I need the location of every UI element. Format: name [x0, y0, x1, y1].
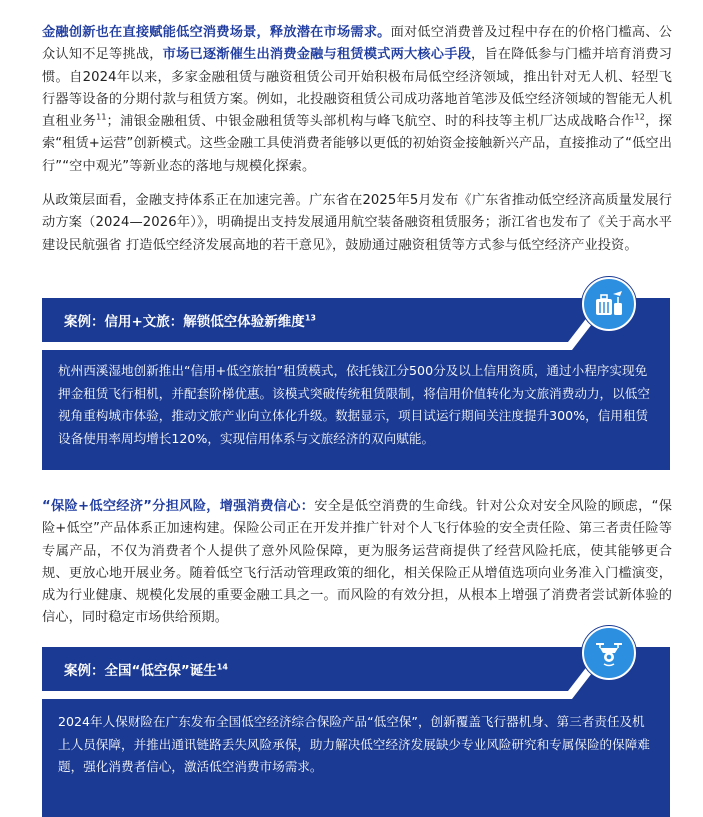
case-body: 2024年人保财险在广东发布全国低空经济综合保险产品“低空保”，创新覆盖飞行器机身、第三者责任及机上人员保障，并推出通讯链路丢失风险承保，助力解决低空经济发展缺少专业风险研究和专属保险的保障难题，强化消费者信心，激活低空消费市场需求。: [58, 714, 650, 775]
case-body: 杭州西溪湿地创新推出“信用+低空旅拍”租赁模式，依托钱江分500分及以上信用资质，通过小程序实现免押金租赁飞行相机，并配套阶梯优惠。该模式突破传统租赁限制，将信用价值转化为文旅消费动力，以低空视角重构城市体验，推动文旅产业向立体化升级。数据显示，项目试运行期间关注度提升300%，信用租赁设备使用率周均增长120%，实现信用体系与文旅经济的双向赋能。: [58, 363, 650, 446]
drone-icon-graphic: [593, 637, 625, 669]
luggage-travel-icon: [582, 277, 636, 331]
case-box-low-altitude-insurance: [42, 647, 670, 817]
highlight-text: 金融创新也在直接赋能低空消费场景，释放潜在市场需求。: [42, 25, 391, 40]
drone-icon: [582, 626, 636, 680]
body-text: ，探索“租赁+运营”创新模式。这些金融工具使消费者能够以更低的初始资金接触新兴产品，直接推动了“低空出行”“空中观光”等新业态的落地与规模化探索。: [42, 114, 672, 174]
paragraph-insurance: [42, 496, 672, 630]
footnote-ref[interactable]: 14: [216, 662, 228, 672]
body-text: 从政策层面看，金融支持体系正在加速完善。广东省在2025年5月发布《广东省推动低空经济高质量发展行动方案（2024—2026年）》，明确提出支持发展通用航空装备融资租赁服务；浙江省也发布了《关于高水平建设民航强省 打造低空经济发展高地的若干意见》，鼓励通过融资租赁等方式参与低空经济产业投资。: [42, 193, 672, 253]
case-box-credit-tourism: [42, 298, 670, 470]
footnote-ref[interactable]: 13: [304, 313, 316, 323]
body-text: 面对低空消费普及过程中存在的价格门槛高、公众认知不足等挑战，: [42, 25, 672, 63]
case-title: 案例：信用+文旅：解锁低空体验新维度$^{13}$: [64, 313, 316, 330]
footnote-ref[interactable]: 12: [634, 112, 645, 122]
body-text: 安全是低空消费的生命线。针对公众对安全风险的顾虑，“保险+低空”产品体系正加速构建。保险公司正在开发并推广针对个人飞行体验的安全责任险、第三者责任险等专属产品，不仅为消费者个人提供了意外风险保障，更为服务运营商提供了经营风险托底，使其能够更合规、更放心地开展业务。随着低空飞行活动管理政策的细化，相关保险正从增值选项向业务准入门槛演变，成为行业健康、规模化发展的重要金融工具之一。而风险的有效分担，从根本上增强了消费者尝试新体验的信心，同时稳定市场供给预期。: [42, 499, 673, 626]
body-text: ，旨在降低参与门槛并培育消费习惯。自2024年以来，多家金融租赁与融资租赁公司开始积极布局低空经济领域，推出针对无人机、轻型飞行器等设备的分期付款与租赁方案。例如，北投融资租赁公司成功落地首笔涉及低空经济领域的智能无人机直租业务: [42, 47, 673, 130]
paragraph-policy: [42, 190, 672, 257]
footnote-ref[interactable]: 11: [96, 112, 107, 122]
paragraph-consumer-finance: [42, 22, 672, 178]
highlight-text: 市场已逐渐催生出消费金融与租赁模式两大核心手段: [162, 47, 472, 63]
luggage-travel-icon-graphic: [593, 288, 625, 320]
body-text: ；浦银金融租赁、中银金融租赁等头部机构与峰飞航空、时的科技等主机厂达成战略合作: [106, 114, 635, 130]
case-title: 案例：全国“低空保”诞生$^{14}$: [64, 662, 228, 679]
highlight-text: “保险+低空经济”分担风险，增强消费信心：: [42, 499, 315, 514]
